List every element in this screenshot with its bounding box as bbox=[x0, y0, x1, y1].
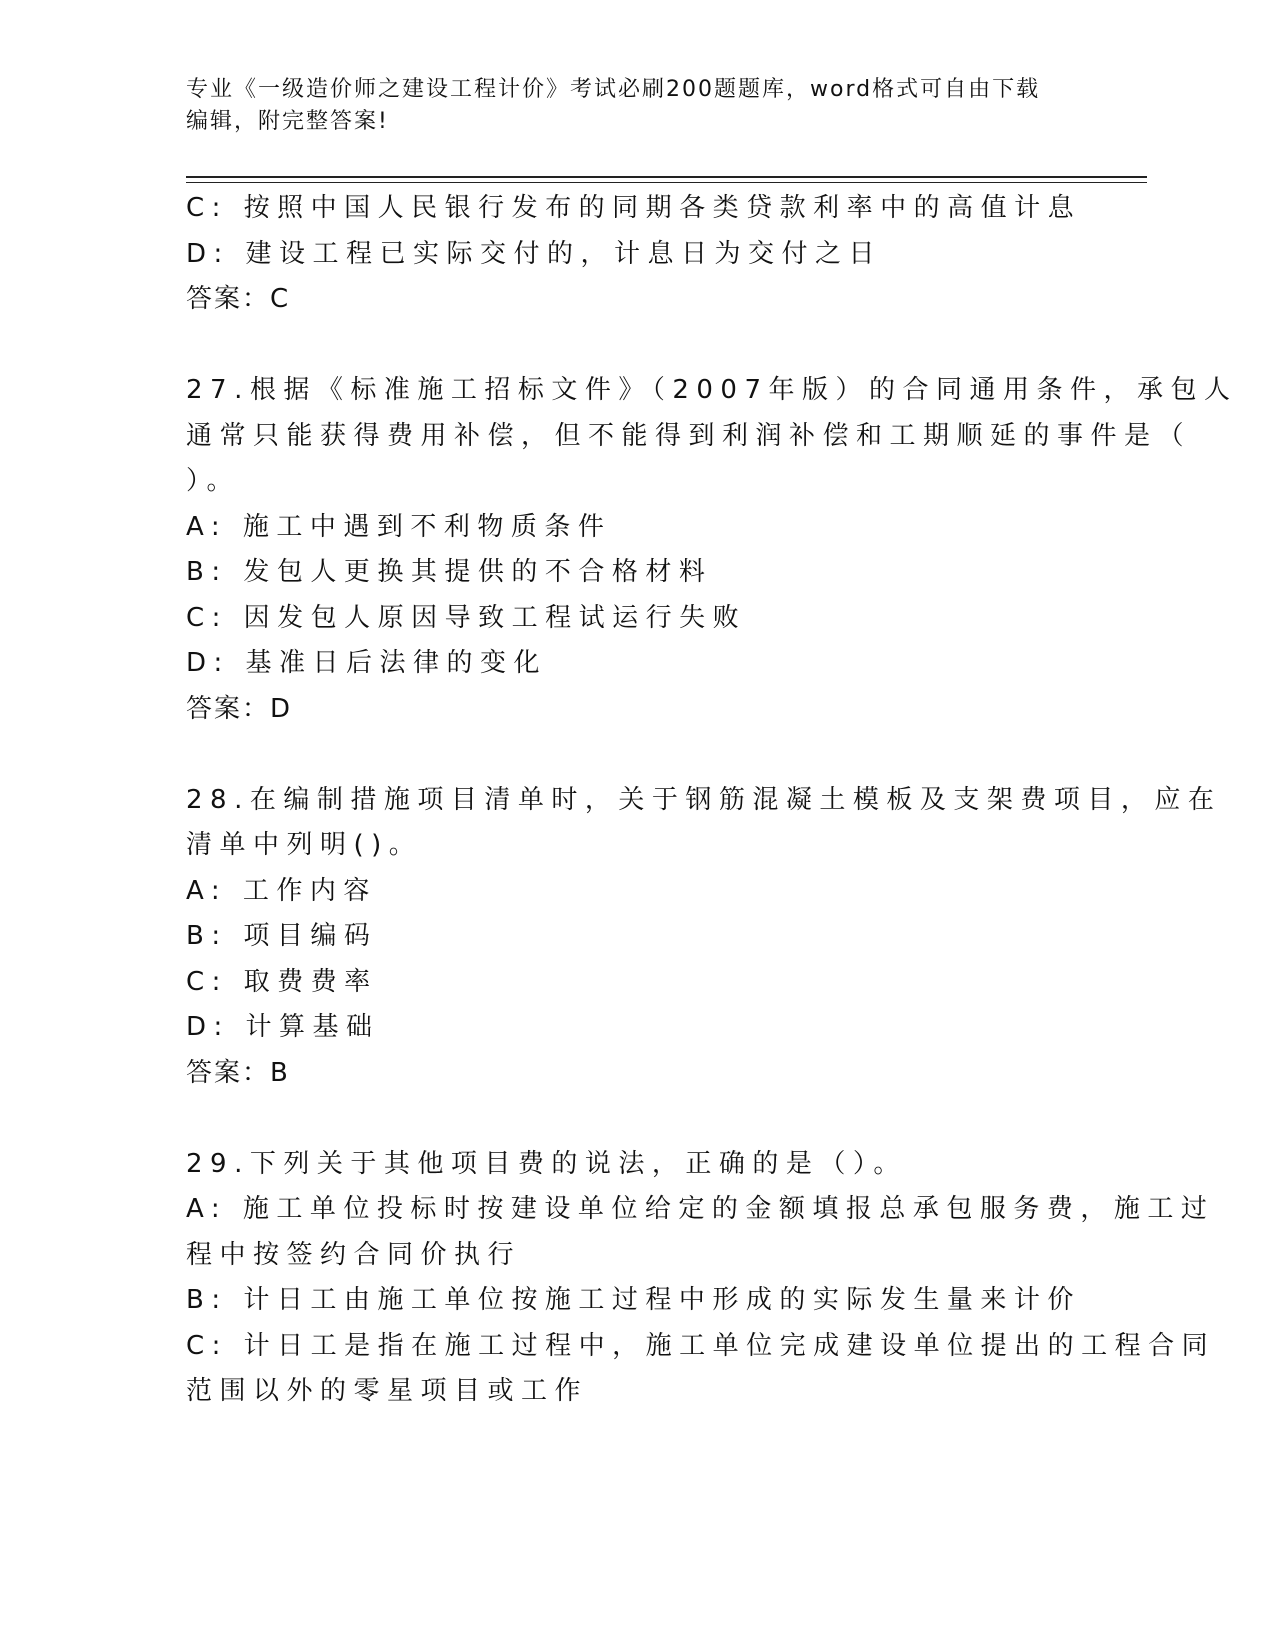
option-a: A: 工作内容 bbox=[186, 875, 377, 906]
option-d: D: 计算基础 bbox=[186, 1012, 380, 1042]
question-spacer bbox=[186, 1096, 1086, 1142]
question-text: 清单中列明()。 bbox=[186, 830, 423, 860]
option-a: A: 施工单位投标时按建设单位给定的金额填报总承包服务费，施工过 bbox=[186, 1194, 1215, 1224]
question-text: 通常只能获得费用补偿，但不能得到利润补偿和工期顺延的事件是（ bbox=[186, 420, 1192, 451]
question-text: 29.下列关于其他项目费的说法，正确的是（）。 bbox=[186, 1148, 907, 1179]
header-divider-thin bbox=[186, 182, 1147, 183]
question-text: 27.根据《标准施工招标文件》（2007年版）的合同通用条件，承包人 bbox=[186, 375, 1238, 405]
option-c: C: 按照中国人民银行发布的同期各类贷款利率中的高值计息 bbox=[186, 193, 1082, 223]
answer-line: 答案：B bbox=[186, 1057, 290, 1088]
option-c: C: 因发包人原因导致工程试运行失败 bbox=[186, 602, 747, 633]
document-header bbox=[186, 74, 1066, 138]
header-line-1: 专业《一级造价师之建设工程计价》考试必刷200题题库，word格式可自由下载 bbox=[186, 77, 1041, 102]
question-text: 28.在编制措施项目清单时，关于钢筋混凝土模板及支架费项目，应在 bbox=[186, 784, 1222, 815]
question-content bbox=[186, 186, 1238, 1415]
option-d: D: 基准日后法律的变化 bbox=[186, 648, 548, 678]
header-line-2: 编辑，附完整答案! bbox=[186, 109, 389, 134]
option-c: C: 取费费率 bbox=[186, 966, 378, 997]
question-block bbox=[186, 368, 1238, 732]
question-text: ）。 bbox=[186, 466, 241, 496]
option-a: A: 施工中遇到不利物质条件 bbox=[186, 511, 612, 542]
header-divider bbox=[186, 176, 1147, 178]
option-c-continued: 范围以外的零星项目或工作 bbox=[186, 1376, 589, 1406]
question-block bbox=[186, 1142, 1216, 1415]
question-block bbox=[186, 186, 1086, 323]
option-d: D: 建设工程已实际交付的，计息日为交付之日 bbox=[186, 238, 883, 269]
question-spacer bbox=[186, 732, 1086, 778]
question-spacer bbox=[186, 323, 1086, 369]
option-b: B: 发包人更换其提供的不合格材料 bbox=[186, 557, 713, 587]
answer-line: 答案：C bbox=[186, 284, 291, 314]
option-b: B: 项目编码 bbox=[186, 921, 378, 951]
option-b: B: 计日工由施工单位按施工过程中形成的实际发生量来计价 bbox=[186, 1285, 1081, 1315]
option-c: C: 计日工是指在施工过程中，施工单位完成建设单位提出的工程合同 bbox=[186, 1330, 1216, 1361]
question-block bbox=[186, 778, 1222, 1097]
option-a-continued: 程中按签约合同价执行 bbox=[186, 1239, 522, 1270]
answer-line: 答案：D bbox=[186, 693, 293, 724]
